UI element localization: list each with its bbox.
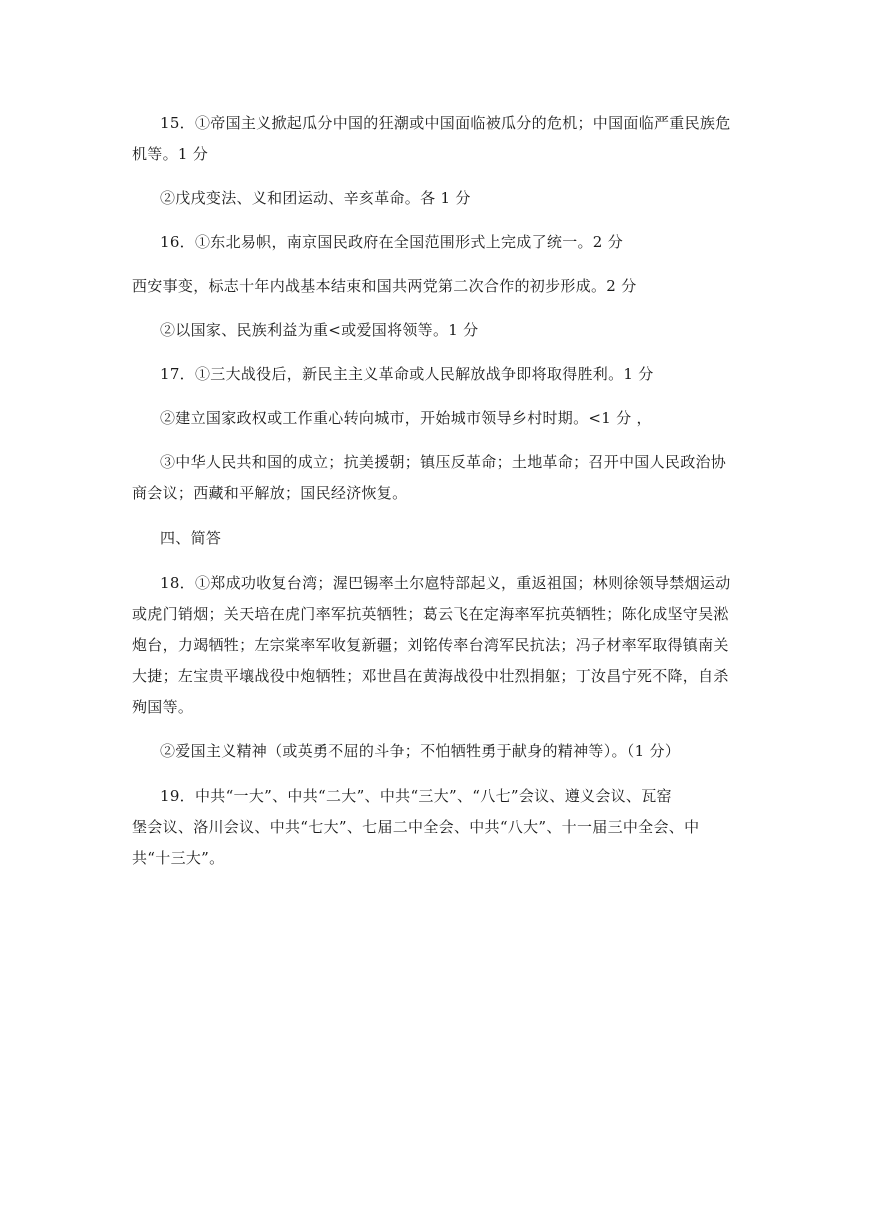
q18-line-2: 或虎门销烟；关天培在虎门率军抗英牺牲；葛云飞在定海率军抗英牺牲；陈化成坚守吴淞 [132,605,729,623]
q19-line-3: 共“十三大”。 [132,849,225,867]
q17-part-3-line-1: ③中华人民共和国的成立；抗美援朝；镇压反革命；土地革命；召开中国人民政治协 [160,453,727,471]
q18-line-5: 殉国等。 [132,698,194,716]
section-heading: 四、简答 [160,529,222,547]
q17-part-2: ②建立国家政权或工作重心转向城市，开始城市领导乡村时期。<1 分 ， [160,409,652,427]
q16-part-2: ②以国家、民族利益为重<或爱国将领等。1 分 [160,321,479,339]
q17-part-1: 17．①三大战役后，新民主主义革命或人民解放战争即将取得胜利。1 分 [160,365,654,383]
q18-line-3: 炮台，力竭牺牲；左宗棠率军收复新疆；刘铭传率台湾军民抗法；冯子材率军取得镇南关 [132,636,729,654]
q19-line-1: 19．中共“一大”、中共“二大”、中共“三大”、“八七”会议、遵义会议、瓦窑 [160,787,672,805]
q18-part-2: ②爱国主义精神（或英勇不屈的斗争；不怕牺牲勇于献身的精神等）。（1 分） [160,742,681,760]
q18-line-1: 18．①郑成功收复台湾；渥巴锡率土尔扈特部起义，重返祖国；林则徐领导禁烟运动 [160,574,731,592]
q19-line-2: 堡会议、洛川会议、中共“七大”、七届二中全会、中共“八大”、十一届三中全会、中 [132,818,700,836]
q17-part-3-line-2: 商会议；西藏和平解放；国民经济恢复。 [132,484,408,502]
q15-line-1: 15．①帝国主义掀起瓜分中国的狂潮或中国面临被瓜分的危机；中国面临严重民族危 [160,114,731,132]
q18-line-4: 大捷；左宝贵平壤战役中炮牺牲；邓世昌在黄海战役中壮烈捐躯；丁汝昌宁死不降，自杀 [132,667,729,685]
q15-part-2: ②戊戌变法、义和团运动、辛亥革命。各 1 分 [160,189,471,207]
q16-part-1b: 西安事变，标志十年内战基本结束和国共两党第二次合作的初步形成。2 分 [132,277,637,295]
q16-part-1: 16．①东北易帜，南京国民政府在全国范围形式上完成了统一。2 分 [160,233,624,251]
q15-line-2: 机等。1 分 [132,145,209,163]
